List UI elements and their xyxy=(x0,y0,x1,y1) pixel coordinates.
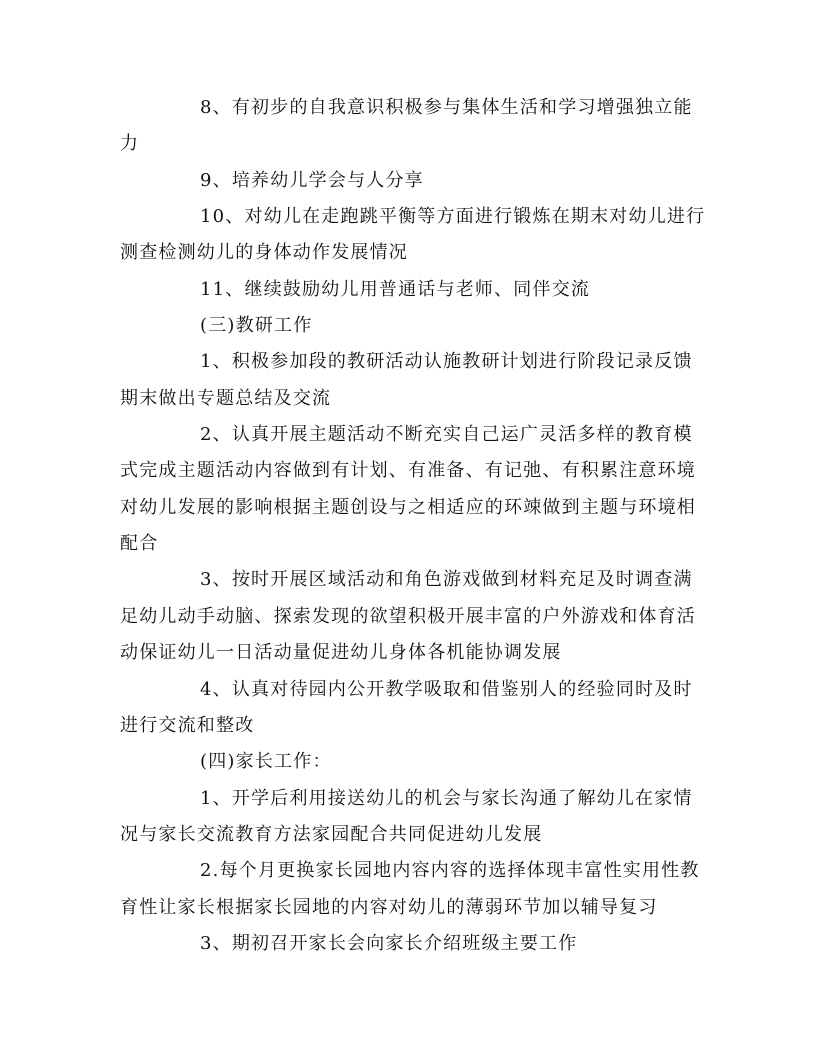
text-line: 9、培养幼儿学会与人分享 xyxy=(200,169,424,191)
text-line: 测查检测幼儿的身体动作发展情况 xyxy=(120,242,408,264)
paragraph xyxy=(120,562,720,671)
text-line: 3、按时开展区域活动和角色游戏做到材料充足及时调查满 xyxy=(200,569,693,591)
paragraph xyxy=(120,344,720,417)
paragraph xyxy=(120,417,720,562)
text-line: 10、对幼儿在走跑跳平衡等方面进行锻炼在期末对幼儿进行 xyxy=(200,206,706,228)
text-line: 1、开学后利用接送幼儿的机会与家长沟通了解幼儿在家情 xyxy=(200,787,693,809)
section-heading-text: (三)教研工作 xyxy=(200,315,313,337)
section-heading xyxy=(120,308,720,344)
text-line: 2、认真开展主题活动不断充实自己运广灵活多样的教育模 xyxy=(200,424,693,446)
text-line: 足幼儿动手动脑、探索发现的欲望积极开展丰富的户外游戏和体育活 xyxy=(120,605,696,627)
text-line: 进行交流和整改 xyxy=(120,714,255,736)
text-line: 式完成主题活动内容做到有计划、有准备、有记弛、有积累注意环境 xyxy=(120,460,696,482)
paragraph xyxy=(120,199,720,272)
text-line: 8、有初步的自我意识积极参与集体生活和学习增强独立能 xyxy=(200,97,693,118)
text-line: 育性让家长根据家长园地的内容对幼儿的薄弱环节加以辅导复习 xyxy=(120,896,658,918)
text-line: 期末做出专题总结及交流 xyxy=(120,387,332,409)
paragraph xyxy=(120,853,720,926)
section-heading xyxy=(120,744,720,780)
text-line: 对幼儿发展的影响根据主题创设与之相适应的环竦做到主题与环境相 xyxy=(120,496,696,518)
paragraph xyxy=(120,163,720,199)
text-line: 3、期初召开家长会向家长介绍班级主要工作 xyxy=(200,932,578,954)
paragraph xyxy=(120,272,720,308)
text-line: 4、认真对待园内公开教学吸取和借鉴别人的经验同时及时 xyxy=(200,678,693,700)
text-line: 1、积极参加段的教研活动认施教研计划进行阶段记录反馈 xyxy=(200,351,693,373)
paragraph xyxy=(120,672,720,745)
paragraph xyxy=(120,926,720,962)
text-line: 况与家长交流教育方法家园配合共同促进幼儿发展 xyxy=(120,823,543,845)
text-line: 力 xyxy=(120,133,140,155)
text-line: 2.每个月更换家长园地内容内容的选择体现丰富性实用性教 xyxy=(200,860,700,882)
section-heading-text: (四)家长工作： xyxy=(200,751,332,773)
text-line: 配合 xyxy=(120,533,159,555)
paragraph xyxy=(120,90,720,163)
document-body xyxy=(120,90,720,962)
text-line: 11、继续鼓励幼儿用普通话与老师、同伴交流 xyxy=(200,278,591,300)
paragraph xyxy=(120,781,720,854)
text-line: 动保证幼儿一日活动量促进幼儿身体各机能协调发展 xyxy=(120,642,562,664)
